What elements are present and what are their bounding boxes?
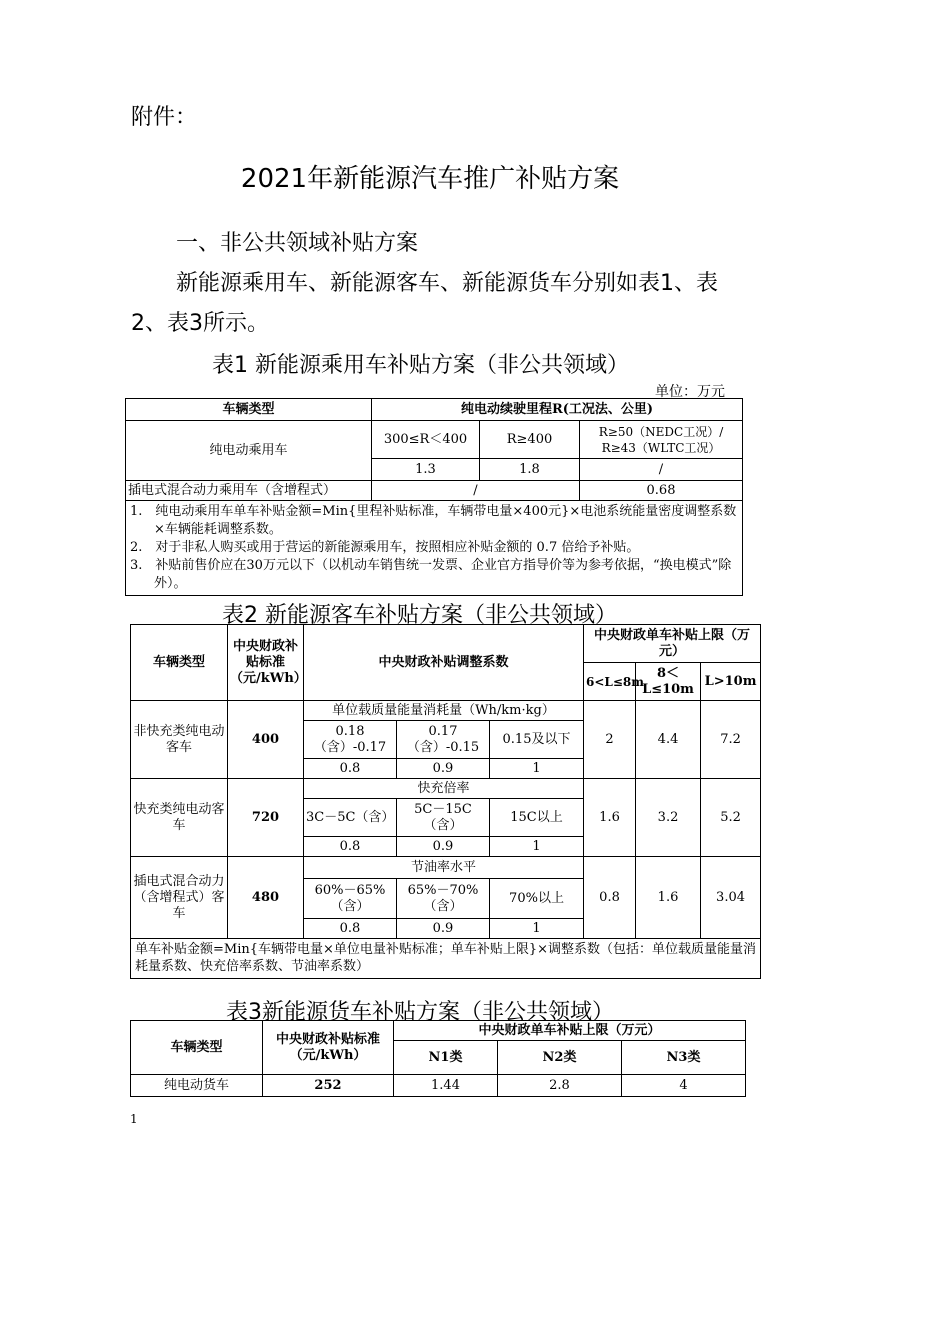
cap-cell: 1.44 (394, 1075, 498, 1097)
table3 (130, 1020, 746, 1097)
cap-cell: 0.8 (584, 857, 636, 939)
metric-cell: 快充倍率 (304, 779, 584, 799)
coef-cell: 0.8 (304, 759, 397, 779)
intro-paragraph: 新能源乘用车、新能源客车、新能源货车分别如表1、表2、表3所示。 (131, 271, 718, 336)
cap-cell: 7.2 (701, 701, 761, 779)
range-cell: 15C以上 (490, 799, 584, 837)
header-n3: N3类 (622, 1041, 746, 1075)
document-title: 2021年新能源汽车推广补贴方案 (240, 164, 620, 194)
table1-notes (126, 501, 743, 596)
standard-cell: 400 (228, 701, 304, 779)
vehicle-type-cell: 插电式混合动力（含增程式）客车 (131, 857, 228, 939)
row-bev-label: 纯电动乘用车 (126, 421, 372, 481)
table2 (130, 624, 761, 979)
cap-cell: 2.8 (498, 1075, 622, 1097)
value-cell: 1.3 (372, 459, 480, 481)
cap-cell: 3.2 (636, 779, 701, 857)
coef-cell: 0.9 (397, 759, 490, 779)
value-cell: 0.68 (580, 481, 743, 501)
table1-title: 表1 新能源乘用车补贴方案（非公共领域） (212, 353, 629, 378)
table2-note: 单车补贴金额=Min{车辆带电量×单位电量补贴标准；单车补贴上限}×调整系数（包括：单位载质量能量消耗量系数、快充倍率系数、节油率系数） (131, 939, 761, 979)
cap-cell: 4 (622, 1075, 746, 1097)
table3-title: 表3新能源货车补贴方案（非公共领域） (226, 1000, 614, 1025)
table2-title: 表2 新能源客车补贴方案（非公共领域） (222, 603, 617, 628)
coef-cell: 1 (490, 759, 584, 779)
range-cell: 0.18（含）-0.17 (304, 721, 397, 759)
vehicle-type-cell: 快充类纯电动客车 (131, 779, 228, 857)
range-cell: R≥400 (480, 421, 580, 459)
range-cell: 300≤R＜400 (372, 421, 480, 459)
attachment-label: 附件： (131, 105, 198, 130)
header-standard: 中央财政补贴标准（元/kWh） (263, 1021, 394, 1075)
value-cell: / (580, 459, 743, 481)
row-phev-label: 插电式混合动力乘用车（含增程式） (126, 481, 372, 501)
vehicle-type-cell: 纯电动货车 (131, 1075, 263, 1097)
table1 (125, 398, 743, 596)
header-n1: N1类 (394, 1041, 498, 1075)
range-cell: 0.15及以下 (490, 721, 584, 759)
range-cell: 3C－5C（含） (304, 799, 397, 837)
header-standard: 中央财政补贴标准（元/kWh） (228, 625, 304, 701)
range-cell: 5C－15C（含） (397, 799, 490, 837)
cap-cell: 5.2 (701, 779, 761, 857)
header-length: 6<L≤8m (584, 663, 636, 701)
table1-unit: 单位：万元 (655, 384, 725, 400)
cap-cell: 1.6 (584, 779, 636, 857)
note-line: 3. 补贴前售价应在30万元以下（以机动车销售统一发票、企业官方指导价等为参考依据，“换电模式”除外）。 (130, 558, 732, 591)
coef-cell: 0.9 (397, 919, 490, 939)
vehicle-type-cell: 非快充类纯电动客车 (131, 701, 228, 779)
standard-cell: 720 (228, 779, 304, 857)
header-n2: N2类 (498, 1041, 622, 1075)
header-cap: 中央财政单车补贴上限（万元） (584, 625, 761, 663)
cap-cell: 1.6 (636, 857, 701, 939)
note-line: 1. 纯电动乘用车单车补贴金额=Min{里程补贴标准，车辆带电量×400元}×电池系统能量密度调整系数×车辆能耗调整系数。 (130, 504, 737, 537)
standard-cell: 252 (263, 1075, 394, 1097)
coef-cell: 1 (490, 919, 584, 939)
header-cap: 中央财政单车补贴上限（万元） (394, 1021, 746, 1041)
coef-cell: 0.8 (304, 837, 397, 857)
note-line: 2. 对于非私人购买或用于营运的新能源乘用车，按照相应补贴金额的 0.7 倍给予补贴。 (130, 540, 640, 555)
header-vehicle-type: 车辆类型 (131, 1021, 263, 1075)
range-cell: 0.17（含）-0.15 (397, 721, 490, 759)
header-adjust: 中央财政补贴调整系数 (304, 625, 584, 701)
section-heading: 一、非公共领域补贴方案 (176, 231, 419, 256)
coef-cell: 0.9 (397, 837, 490, 857)
coef-cell: 0.8 (304, 919, 397, 939)
page-number: 1 (130, 1112, 138, 1126)
cap-cell: 3.04 (701, 857, 761, 939)
value-cell: 1.8 (480, 459, 580, 481)
range-cell: 65%－70%（含） (397, 879, 490, 919)
range-cell: 70%以上 (490, 879, 584, 919)
standard-cell: 480 (228, 857, 304, 939)
value-cell: / (372, 481, 580, 501)
header-length: L>10m (701, 663, 761, 701)
cap-cell: 4.4 (636, 701, 701, 779)
range-cell: R≥50（NEDC工况）/ R≥43（WLTC工况） (580, 421, 743, 459)
cap-cell: 2 (584, 701, 636, 779)
header-range: 纯电动续驶里程R(工况法、公里) (372, 399, 743, 421)
header-vehicle-type: 车辆类型 (126, 399, 372, 421)
metric-cell: 节油率水平 (304, 857, 584, 879)
header-length: 8＜L≤10m (636, 663, 701, 701)
coef-cell: 1 (490, 837, 584, 857)
metric-cell: 单位载质量能量消耗量（Wh/km·kg） (304, 701, 584, 721)
range-cell: 60%－65%（含） (304, 879, 397, 919)
header-vehicle-type: 车辆类型 (131, 625, 228, 701)
